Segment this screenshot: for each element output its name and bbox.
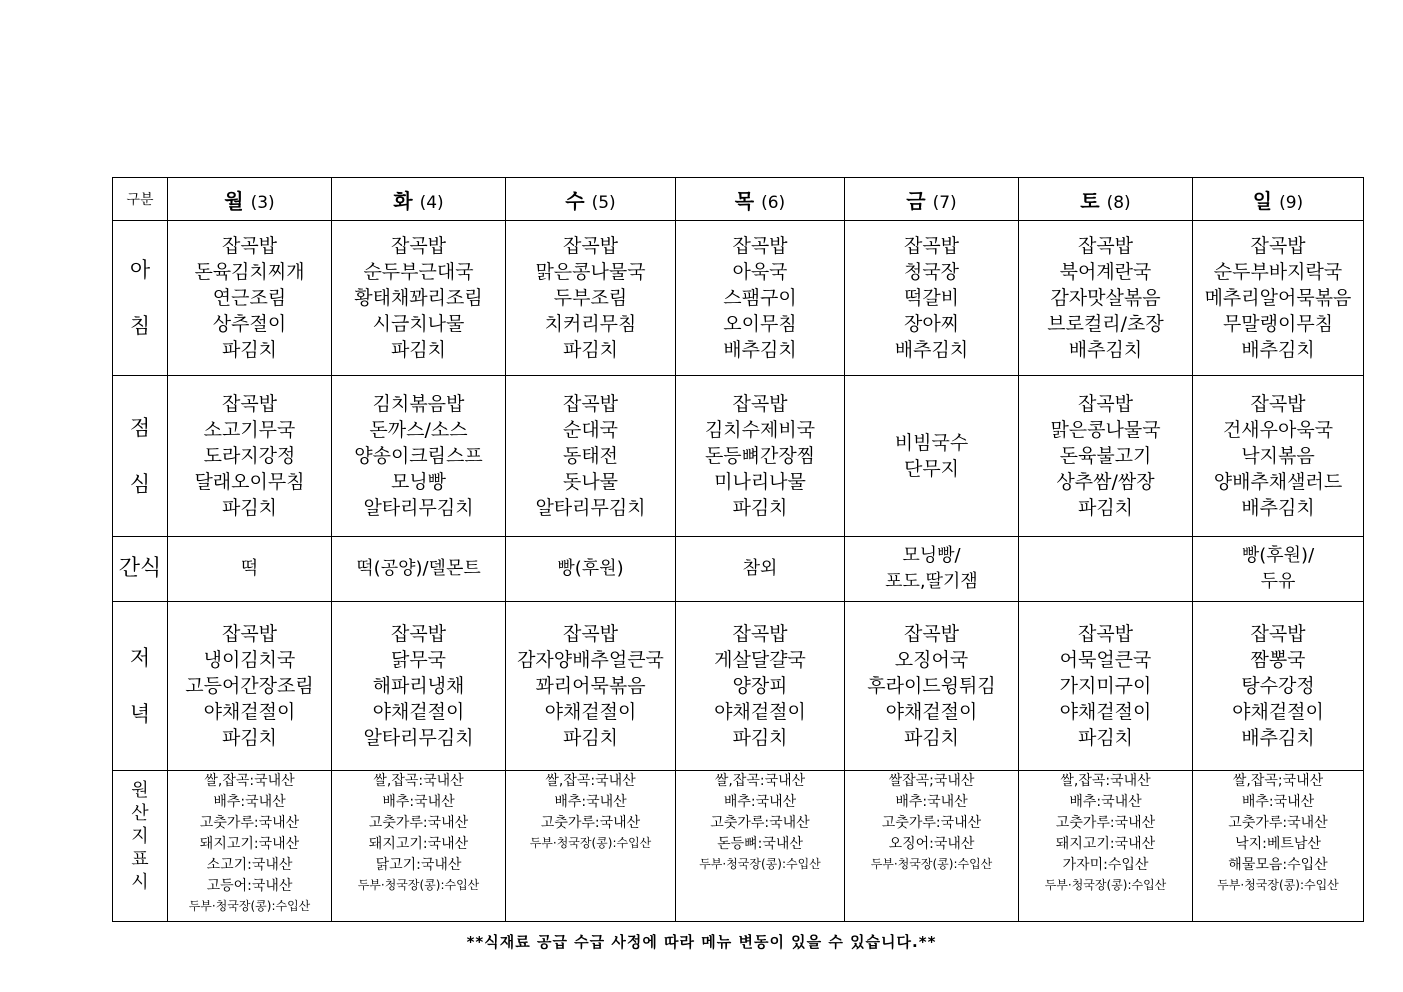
origin-cell-2 <box>332 771 506 922</box>
breakfast-label-2: 침 <box>129 314 151 338</box>
footer-note: **식재료 공급 수급 사정에 따라 메뉴 변동이 있을 수 있습니다.** <box>466 933 937 951</box>
dinner-cell-1 <box>168 602 332 771</box>
origin-label-char: 원 <box>131 780 149 801</box>
breakfast-item: 잡곡밥 <box>390 235 447 257</box>
snack-cell-4 <box>676 537 845 602</box>
dinner-cell-7 <box>1193 602 1364 771</box>
dinner-item: 잡곡밥 <box>903 623 960 645</box>
day-header-6 <box>1019 178 1193 221</box>
origin-item: 고춧가루:국내산 <box>1228 815 1328 831</box>
dinner-item: 파김치 <box>903 727 960 749</box>
dinner-item: 잡곡밥 <box>221 623 278 645</box>
snack-cell-3 <box>506 537 676 602</box>
day-date: (3) <box>250 192 275 213</box>
lunch-item: 알타리무김치 <box>535 497 646 519</box>
day-name: 화 <box>393 188 413 213</box>
lunch-item: 잡곡밥 <box>221 393 278 415</box>
breakfast-item: 잡곡밥 <box>221 235 278 257</box>
breakfast-cell-1 <box>168 221 332 376</box>
dinner-item: 파김치 <box>562 727 619 749</box>
lunch-item: 잡곡밥 <box>1077 393 1134 415</box>
lunch-item: 잡곡밥 <box>732 393 788 415</box>
lunch-item: 돈육불고기 <box>1059 445 1152 467</box>
lunch-item: 비빔국수 <box>894 432 969 454</box>
origin-item-small: 두부·청국장(콩):수입산 <box>699 857 821 871</box>
lunch-item: 파김치 <box>221 497 278 519</box>
breakfast-item: 브로컬리/초장 <box>1047 313 1164 335</box>
origin-item: 고춧가루:국내산 <box>199 815 300 831</box>
breakfast-item: 파김치 <box>390 339 447 361</box>
breakfast-item: 잡곡밥 <box>1250 235 1306 257</box>
day-name: 월 <box>224 188 244 213</box>
dinner-item: 야채겉절이 <box>714 701 806 723</box>
origin-item: 쌀,잡곡:국내산 <box>1060 773 1151 789</box>
dinner-cell-6 <box>1019 602 1193 771</box>
origin-item-small: 두부·청국장(콩):수입산 <box>1044 878 1167 892</box>
breakfast-item: 잡곡밥 <box>732 235 788 257</box>
origin-item: 고춧가루:국내산 <box>710 815 810 831</box>
snack-item: 떡 <box>240 558 259 579</box>
lunch-item: 도라지강정 <box>203 445 296 467</box>
breakfast-item: 파김치 <box>221 339 278 361</box>
dinner-item: 배추김치 <box>1241 727 1315 749</box>
lunch-item: 달래오이무침 <box>194 471 305 493</box>
day-header-5 <box>845 178 1019 221</box>
breakfast-item: 순두부바지락국 <box>1213 261 1343 283</box>
origin-item: 쌀,잡곡:국내산 <box>204 773 295 789</box>
lunch-item: 미나리나물 <box>714 471 806 493</box>
breakfast-item: 배추김치 <box>1068 339 1143 361</box>
breakfast-row <box>113 221 1364 376</box>
origin-item-small: 두부·청국장(콩):수입산 <box>357 878 480 892</box>
day-name: 수 <box>565 188 585 213</box>
lunch-item: 잡곡밥 <box>562 393 619 415</box>
origin-cell-3 <box>506 771 676 922</box>
lunch-item: 맑은콩나물국 <box>1050 419 1161 441</box>
day-header-1 <box>168 178 332 221</box>
breakfast-item: 떡갈비 <box>903 287 960 309</box>
lunch-item: 배추김치 <box>1241 497 1315 519</box>
origin-row <box>113 771 1364 922</box>
dinner-row <box>113 602 1364 771</box>
lunch-item: 돈까스/소스 <box>369 419 468 441</box>
breakfast-item: 배추김치 <box>723 339 797 361</box>
origin-cell-7 <box>1193 771 1364 922</box>
day-name: 목 <box>734 188 755 213</box>
dinner-item: 짬뽕국 <box>1250 649 1306 671</box>
breakfast-cell-6 <box>1019 221 1193 376</box>
snack-row <box>113 537 1364 602</box>
lunch-cell-1 <box>168 376 332 537</box>
breakfast-item: 상추절이 <box>212 313 287 335</box>
lunch-item: 건새우아욱국 <box>1222 419 1334 441</box>
breakfast-cell-4 <box>676 221 845 376</box>
origin-item: 배추:국내산 <box>723 794 797 810</box>
breakfast-item: 연근조림 <box>212 287 287 309</box>
snack-item: 떡(공양)/델몬트 <box>356 558 481 579</box>
dinner-item: 가지미구이 <box>1059 675 1152 697</box>
lunch-item: 순대국 <box>562 419 619 441</box>
dinner-item: 탕수강정 <box>1241 675 1315 697</box>
snack-item: 포도,딸기잼 <box>885 571 978 592</box>
dinner-item: 양장피 <box>732 675 788 697</box>
origin-cell-6 <box>1019 771 1193 922</box>
origin-item: 쌀,잡곡:국내산 <box>714 773 806 789</box>
origin-label <box>113 771 168 922</box>
weekly-menu-table <box>112 177 1364 922</box>
origin-item-small: 두부·청국장(콩):수입산 <box>188 899 311 913</box>
snack-cell-1 <box>168 537 332 602</box>
breakfast-item: 파김치 <box>562 339 619 361</box>
origin-cell-4 <box>676 771 845 922</box>
breakfast-item: 순두부근대국 <box>363 261 474 283</box>
lunch-item: 돗나물 <box>562 471 619 493</box>
dinner-item: 파김치 <box>1077 727 1134 749</box>
dinner-item: 야채겉절이 <box>1232 701 1324 723</box>
dinner-item: 파김치 <box>732 727 788 749</box>
breakfast-item: 청국장 <box>903 261 960 283</box>
snack-item: 참외 <box>742 558 778 579</box>
dinner-item: 냉이김치국 <box>203 649 296 671</box>
snack-item: 빵(후원)/ <box>1241 545 1315 566</box>
lunch-item: 잡곡밥 <box>1250 393 1306 415</box>
day-date: (7) <box>932 192 957 213</box>
lunch-cell-2 <box>332 376 506 537</box>
day-date: (8) <box>1106 192 1131 213</box>
breakfast-label <box>113 221 168 376</box>
dinner-item: 닭무국 <box>390 649 447 671</box>
day-name: 금 <box>906 188 926 213</box>
origin-cell-1 <box>168 771 332 922</box>
origin-item: 고춧가루:국내산 <box>540 815 641 831</box>
day-name: 일 <box>1252 188 1273 213</box>
breakfast-cell-3 <box>506 221 676 376</box>
lunch-item: 김치수제비국 <box>704 419 816 441</box>
lunch-item: 양배추채샐러드 <box>1213 471 1343 493</box>
dinner-item: 고등어간장조림 <box>185 675 314 697</box>
breakfast-item: 잡곡밥 <box>562 235 619 257</box>
day-date: (5) <box>591 192 616 213</box>
origin-cell-5 <box>845 771 1019 922</box>
origin-item: 가자미:수입산 <box>1062 857 1149 873</box>
origin-item: 오징어:국내산 <box>888 836 975 852</box>
origin-item: 낙지:베트남산 <box>1235 836 1321 852</box>
origin-item: 돼지고기:국내산 <box>199 836 300 852</box>
lunch-cell-4 <box>676 376 845 537</box>
origin-item: 배추:국내산 <box>554 794 627 810</box>
origin-item: 배추:국내산 <box>213 794 286 810</box>
snack-label-text: 간식 <box>118 556 162 581</box>
day-name: 토 <box>1080 188 1100 213</box>
origin-item: 고등어:국내산 <box>206 878 293 894</box>
breakfast-item: 감자맛살볶음 <box>1050 287 1161 309</box>
breakfast-item: 황태채꽈리조림 <box>354 287 483 309</box>
snack-item: 모닝빵/ <box>902 545 961 566</box>
dinner-label-1: 저 <box>129 646 151 670</box>
lunch-item: 돈등뼈간장찜 <box>704 445 816 467</box>
dinner-item: 알타리무김치 <box>363 727 474 749</box>
dinner-item: 오징어국 <box>894 649 969 671</box>
lunch-label-1: 점 <box>129 416 151 440</box>
breakfast-item: 잡곡밥 <box>903 235 960 257</box>
dinner-item: 어묵얼큰국 <box>1059 649 1152 671</box>
dinner-item: 감자양배추얼큰국 <box>517 649 664 671</box>
breakfast-label-1: 아 <box>129 258 151 282</box>
lunch-item: 양송이크림스프 <box>354 445 483 467</box>
dinner-cell-5 <box>845 602 1019 771</box>
lunch-item: 파김치 <box>732 497 788 519</box>
dinner-item: 야채겉절이 <box>885 701 978 723</box>
dinner-item: 파김치 <box>221 727 278 749</box>
origin-item: 배추:국내산 <box>382 794 455 810</box>
day-date: (4) <box>419 192 444 213</box>
origin-item: 돼지고기:국내산 <box>1055 836 1156 852</box>
breakfast-item: 장아찌 <box>903 313 960 335</box>
breakfast-item: 돈육김치찌개 <box>194 261 305 283</box>
dinner-item: 해파리냉채 <box>372 675 465 697</box>
breakfast-item: 북어계란국 <box>1059 261 1152 283</box>
origin-label-text <box>113 771 167 894</box>
origin-label-char: 산 <box>131 803 149 824</box>
breakfast-item: 맑은콩나물국 <box>535 261 646 283</box>
dinner-item: 잡곡밥 <box>562 623 619 645</box>
lunch-item: 상추쌈/쌈장 <box>1056 471 1155 493</box>
origin-item-small: 두부·청국장(콩):수입산 <box>1217 878 1339 892</box>
lunch-cell-7 <box>1193 376 1364 537</box>
dinner-item: 야채겉절이 <box>372 701 465 723</box>
snack-label <box>113 537 168 602</box>
dinner-cell-2 <box>332 602 506 771</box>
dinner-item: 게살달걀국 <box>714 649 806 671</box>
origin-item: 소고기:국내산 <box>206 857 293 873</box>
dinner-item: 야채겉절이 <box>1059 701 1152 723</box>
breakfast-item: 시금치나물 <box>372 313 465 335</box>
corner-label: 구분 <box>113 178 168 221</box>
day-date: (9) <box>1279 192 1304 213</box>
origin-item: 고춧가루:국내산 <box>1055 815 1156 831</box>
header-row <box>113 178 1364 221</box>
origin-item: 돈등뼈:국내산 <box>717 836 803 852</box>
breakfast-item: 메추리알어묵볶음 <box>1204 287 1352 309</box>
lunch-row <box>113 376 1364 537</box>
dinner-item: 잡곡밥 <box>1250 623 1306 645</box>
origin-item: 배추:국내산 <box>895 794 968 810</box>
day-header-7 <box>1193 178 1364 221</box>
dinner-item: 잡곡밥 <box>732 623 788 645</box>
breakfast-item: 무말랭이무침 <box>1222 313 1334 335</box>
breakfast-item: 스팸구이 <box>723 287 797 309</box>
breakfast-cell-2 <box>332 221 506 376</box>
origin-item: 해물모음:수입산 <box>1228 857 1328 873</box>
breakfast-item: 오이무침 <box>723 313 797 335</box>
origin-item: 돼지고기:국내산 <box>368 836 469 852</box>
breakfast-item: 잡곡밥 <box>1077 235 1134 257</box>
lunch-label <box>113 376 168 537</box>
origin-item: 쌀,잡곡:국내산 <box>545 773 636 789</box>
dinner-item: 야채겉절이 <box>203 701 296 723</box>
snack-item: 두유 <box>1260 571 1296 592</box>
origin-item: 고춧가루:국내산 <box>368 815 469 831</box>
dinner-cell-4 <box>676 602 845 771</box>
origin-item: 쌀,잡곡:국내산 <box>373 773 464 789</box>
breakfast-item: 치커리무침 <box>544 313 637 335</box>
dinner-item: 잡곡밥 <box>1077 623 1134 645</box>
origin-item: 쌀,잡곡;국내산 <box>1232 773 1324 789</box>
snack-cell-7 <box>1193 537 1364 602</box>
breakfast-item: 배추김치 <box>1241 339 1315 361</box>
breakfast-item: 두부조림 <box>553 287 628 309</box>
origin-label-char: 시 <box>131 872 149 893</box>
origin-item: 배추:국내산 <box>1069 794 1142 810</box>
origin-item: 쌀잡곡;국내산 <box>888 773 975 789</box>
day-header-2 <box>332 178 506 221</box>
lunch-item: 낙지볶음 <box>1241 445 1315 467</box>
lunch-item: 알타리무김치 <box>363 497 474 519</box>
origin-label-char: 지 <box>131 826 149 847</box>
origin-item-small: 두부·청국장(콩):수입산 <box>870 857 993 871</box>
lunch-item: 모닝빵 <box>390 471 447 493</box>
day-date: (6) <box>761 192 786 213</box>
origin-item: 고춧가루:국내산 <box>881 815 982 831</box>
breakfast-item: 배추김치 <box>894 339 969 361</box>
lunch-item: 소고기무국 <box>203 419 296 441</box>
lunch-item: 단무지 <box>903 458 960 480</box>
breakfast-item: 아욱국 <box>732 261 788 283</box>
dinner-item: 야채겉절이 <box>544 701 637 723</box>
snack-cell-6 <box>1019 537 1193 602</box>
snack-item: 빵(후원) <box>557 558 624 579</box>
lunch-label-2: 심 <box>129 472 151 496</box>
lunch-cell-6 <box>1019 376 1193 537</box>
dinner-cell-3 <box>506 602 676 771</box>
origin-label-char: 표 <box>131 849 149 870</box>
origin-item: 배추:국내산 <box>1241 794 1315 810</box>
dinner-label <box>113 602 168 771</box>
day-header-3 <box>506 178 676 221</box>
lunch-item: 파김치 <box>1077 497 1134 519</box>
day-header-4 <box>676 178 845 221</box>
snack-cell-2 <box>332 537 506 602</box>
breakfast-cell-5 <box>845 221 1019 376</box>
lunch-item: 동태전 <box>562 445 619 467</box>
origin-item: 닭고기:국내산 <box>375 857 462 873</box>
origin-item-small: 두부·청국장(콩):수입산 <box>529 836 652 850</box>
snack-cell-5 <box>845 537 1019 602</box>
dinner-item: 후라이드윙튀김 <box>867 675 996 697</box>
lunch-cell-3 <box>506 376 676 537</box>
lunch-cell-5 <box>845 376 1019 537</box>
dinner-item: 잡곡밥 <box>390 623 447 645</box>
lunch-item: 김치볶음밥 <box>372 393 465 415</box>
dinner-item: 꽈리어묵볶음 <box>535 675 646 697</box>
dinner-label-2: 녁 <box>129 702 151 726</box>
breakfast-cell-7 <box>1193 221 1364 376</box>
